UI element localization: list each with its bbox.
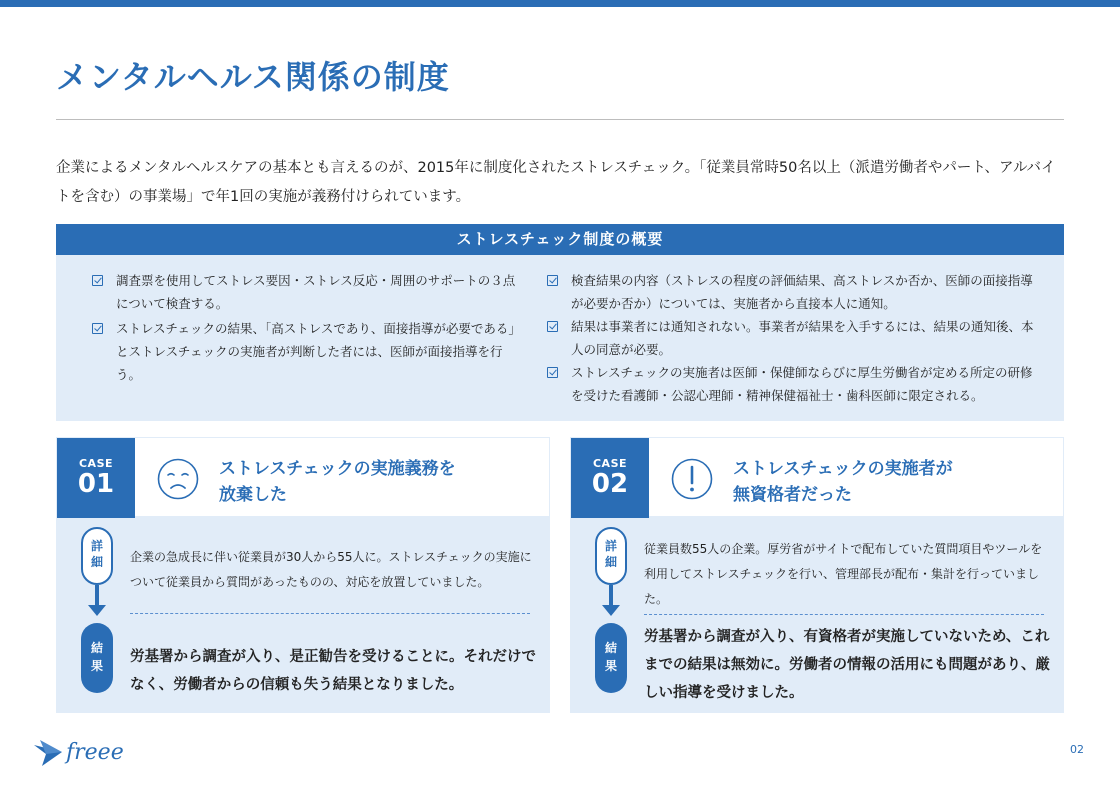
- case-title-line: 無資格者だった: [733, 485, 852, 505]
- sad-face-icon: [157, 458, 199, 500]
- arrow-head: [602, 605, 620, 616]
- checkbox-icon: [547, 275, 558, 286]
- detail-tag: [81, 527, 113, 585]
- result-tag-char: 果: [604, 659, 617, 673]
- flow-indicator: [81, 527, 113, 709]
- case-detail-text: 企業の急成長に伴い従業員が30人から55人に。ストレスチェックの実施について従業員から質問があったものの、対応を放置していました。: [130, 550, 532, 589]
- overview-item-text: 検査結果の内容（ストレスの程度の評価結果、高ストレスか否か、医師の面接指導が必要か否か）については、実施者から直接本人に通知。: [571, 273, 1033, 311]
- overview-item-text: ストレスチェックの実施者は医師・保健師ならびに厚生労働省が定める所定の研修を受けた看護師・公認心理師・精神保健福祉士・歯科医師に限定される。: [571, 365, 1033, 403]
- overview-left-column: [92, 269, 522, 386]
- checkbox-icon: [547, 367, 558, 378]
- flow-indicator: [595, 527, 627, 709]
- result-tag-char: 果: [90, 659, 103, 673]
- checkbox-icon: [547, 321, 558, 332]
- case-title-line: 放棄した: [219, 485, 287, 505]
- exclamation-icon: [671, 458, 713, 500]
- overview-item: [92, 317, 522, 386]
- freee-logo: [32, 730, 142, 770]
- case-card-02: [570, 437, 1064, 713]
- case-title: [219, 456, 539, 508]
- case-badge: [57, 438, 135, 518]
- detail-tag-char: 細: [90, 555, 103, 569]
- dashed-divider: [644, 614, 1044, 615]
- result-tag: [81, 623, 113, 693]
- result-tag: [595, 623, 627, 693]
- detail-tag-char: 詳: [604, 539, 617, 553]
- case-detail-text: 従業員数55人の企業。厚労省がサイトで配布していた質問項目やツールを利用してストレスチェックを行い、管理部長が配布・集計を行っていました。: [644, 542, 1043, 606]
- arrow-down-icon: [95, 585, 99, 606]
- case-label: CASE: [78, 457, 114, 470]
- detail-tag-char: 細: [604, 555, 617, 569]
- overview-item-text: 調査票を使用してストレス要因・ストレス反応・周囲のサポートの３点について検査する。: [116, 273, 516, 311]
- overview-heading: ストレスチェック制度の概要: [56, 224, 1064, 255]
- overview-right-column: [547, 269, 1037, 407]
- overview-item: [92, 269, 522, 315]
- case-number: 02: [591, 469, 629, 499]
- checkbox-icon: [92, 275, 103, 286]
- arrow-head: [88, 605, 106, 616]
- dashed-divider: [130, 613, 530, 614]
- arrow-down-icon: [609, 585, 613, 606]
- page-title: メンタルヘルス関係の制度: [56, 58, 450, 96]
- logo-text: freee: [66, 740, 124, 765]
- case-title: [733, 456, 1053, 508]
- overview-item: [547, 315, 1037, 361]
- page-number: 02: [1070, 743, 1084, 756]
- detail-tag: [595, 527, 627, 585]
- overview-item: [547, 361, 1037, 407]
- case-badge: [571, 438, 649, 518]
- top-accent-bar: [0, 0, 1120, 7]
- case-header: [570, 437, 1064, 517]
- title-divider: [56, 119, 1064, 120]
- overview-panel: [56, 224, 1064, 421]
- detail-tag-char: 詳: [90, 539, 103, 553]
- result-tag-char: 結: [604, 641, 617, 655]
- case-title-line: ストレスチェックの実施者が: [733, 459, 953, 479]
- case-card-01: [56, 437, 550, 713]
- result-tag-char: 結: [90, 641, 103, 655]
- overview-item-text: 結果は事業者には通知されない。事業者が結果を入手するには、結果の通知後、本人の同意が必要。: [571, 319, 1034, 357]
- case-label: CASE: [592, 457, 628, 470]
- case-result-text: 労基署から調査が入り、是正勧告を受けることに。それだけでなく、労働者からの信頼も失う結果となりました。: [130, 649, 536, 693]
- overview-item-text: ストレスチェックの結果、「高ストレスであり、面接指導が必要である」とストレスチェックの実施者が判断した者には、医師が面接指導を行う。: [116, 321, 521, 382]
- case-header: [56, 437, 550, 517]
- checkbox-icon: [92, 323, 103, 334]
- case-number: 01: [77, 469, 115, 499]
- intro-paragraph: 企業によるメンタルヘルスケアの基本とも言えるのが、2015年に制度化されたストレスチェック。「従業員常時50名以上（派遣労働者やパート、アルバイトを含む）の事業場」で年1回の実施が義務付けられています。: [56, 160, 1056, 205]
- overview-item: [547, 269, 1037, 315]
- case-result-text: 労基署から調査が入り、有資格者が実施していないため、これまでの結果は無効に。労働者の情報の活用にも問題があり、厳しい指導を受けました。: [644, 629, 1050, 701]
- case-title-line: ストレスチェックの実施義務を: [219, 459, 456, 479]
